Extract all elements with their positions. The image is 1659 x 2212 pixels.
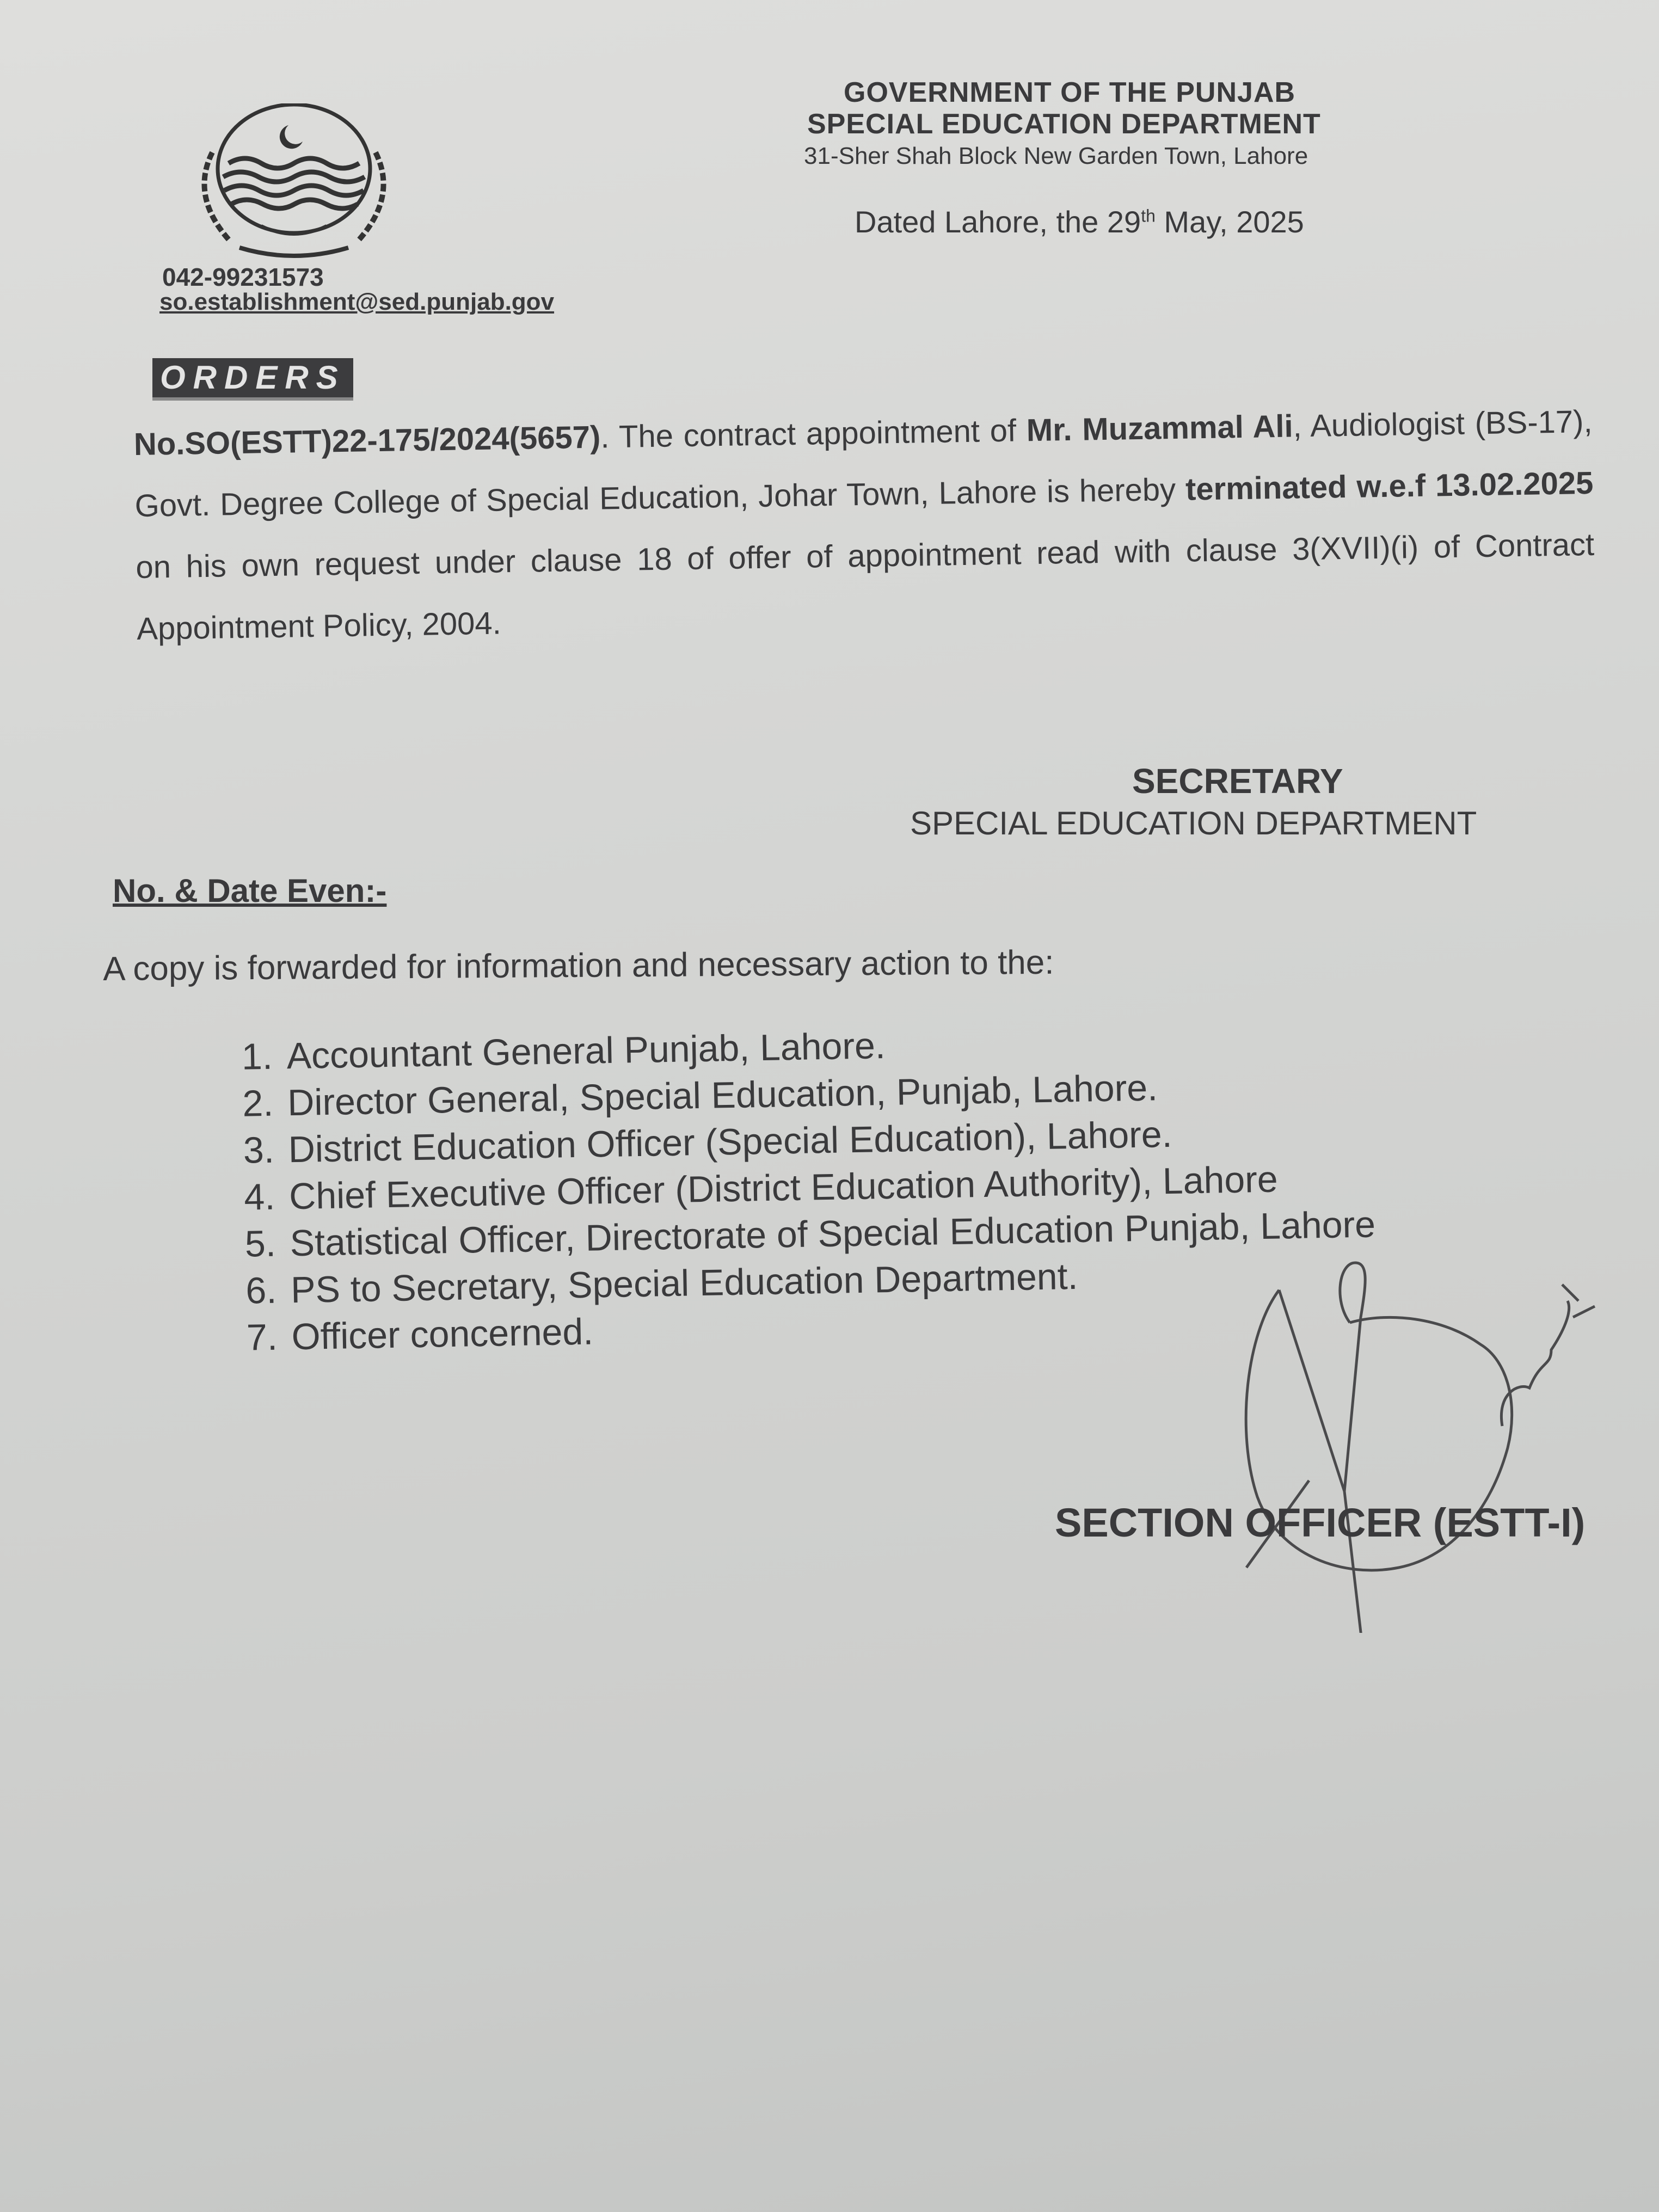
section-officer-title: SECTION OFFICER (ESTT-I) bbox=[1055, 1500, 1586, 1545]
email-address: so.establishment@sed.punjab.gov bbox=[159, 288, 555, 315]
order-text-2: , Audiologist (BS-17), Govt. Degree College of Special Education, Johar Town, Lahore is hereby bbox=[134, 403, 1593, 524]
recipient-text: Officer concerned. bbox=[291, 1311, 594, 1358]
recipient-text: Chief Executive Officer (District Education Authority), Lahore bbox=[288, 1158, 1279, 1218]
dated-sup: th bbox=[1141, 206, 1156, 226]
recipient-text: Director General, Special Education, Punjab, Lahore. bbox=[287, 1067, 1158, 1124]
dated-line bbox=[855, 204, 1304, 239]
orders-label: ORDERS bbox=[152, 358, 353, 401]
order-text-3: on his own request under clause 18 of offer of appointment read with clause 3(XVII)(i) of Contract Appointment Policy, 2004. bbox=[135, 526, 1595, 647]
department-heading: SPECIAL EDUCATION DEPARTMENT bbox=[807, 108, 1321, 140]
recipient-number: 5. bbox=[244, 1222, 276, 1265]
recipient-text: PS to Secretary, Special Education Department. bbox=[290, 1255, 1079, 1311]
secretary-title: SECRETARY bbox=[1132, 761, 1343, 801]
employee-name: Mr. Muzammal Ali bbox=[1026, 408, 1294, 448]
order-number: No.SO(ESTT)22-175/2024(5657) bbox=[133, 419, 601, 462]
order-text-1: . The contract appointment of bbox=[600, 413, 1027, 455]
endorsement-intro: A copy is forwarded for information and necessary action to the: bbox=[103, 943, 1054, 988]
recipient-number: 2. bbox=[242, 1082, 274, 1125]
recipient-list bbox=[201, 1013, 1378, 1361]
recipient-text: Accountant General Punjab, Lahore. bbox=[286, 1025, 886, 1077]
order-paragraph bbox=[133, 391, 1596, 660]
secretary-department: SPECIAL EDUCATION DEPARTMENT bbox=[910, 805, 1477, 841]
recipient-text: District Education Officer (Special Education), Lahore. bbox=[288, 1113, 1173, 1171]
termination-clause: terminated w.e.f 13.02.2025 bbox=[1185, 465, 1594, 507]
dated-suffix: May, 2025 bbox=[1155, 205, 1304, 239]
government-heading: GOVERNMENT OF THE PUNJAB bbox=[844, 77, 1296, 108]
endorsement-heading: No. & Date Even:- bbox=[113, 872, 387, 909]
recipient-number: 4. bbox=[243, 1176, 275, 1218]
recipient-number: 7. bbox=[246, 1316, 278, 1359]
recipient-number: 6. bbox=[245, 1269, 277, 1312]
department-address: 31-Sher Shah Block New Garden Town, Lahore bbox=[804, 143, 1308, 169]
recipient-number: 3. bbox=[243, 1129, 275, 1171]
dated-prefix: Dated Lahore, the 29 bbox=[855, 205, 1141, 239]
handwritten-signature bbox=[1225, 1252, 1606, 1633]
punjab-emblem-logo bbox=[180, 103, 408, 261]
recipient-text: Statistical Officer, Directorate of Special Education Punjab, Lahore bbox=[290, 1203, 1376, 1264]
phone-number: 042-99231573 bbox=[162, 263, 324, 291]
recipient-number: 1. bbox=[241, 1035, 273, 1078]
